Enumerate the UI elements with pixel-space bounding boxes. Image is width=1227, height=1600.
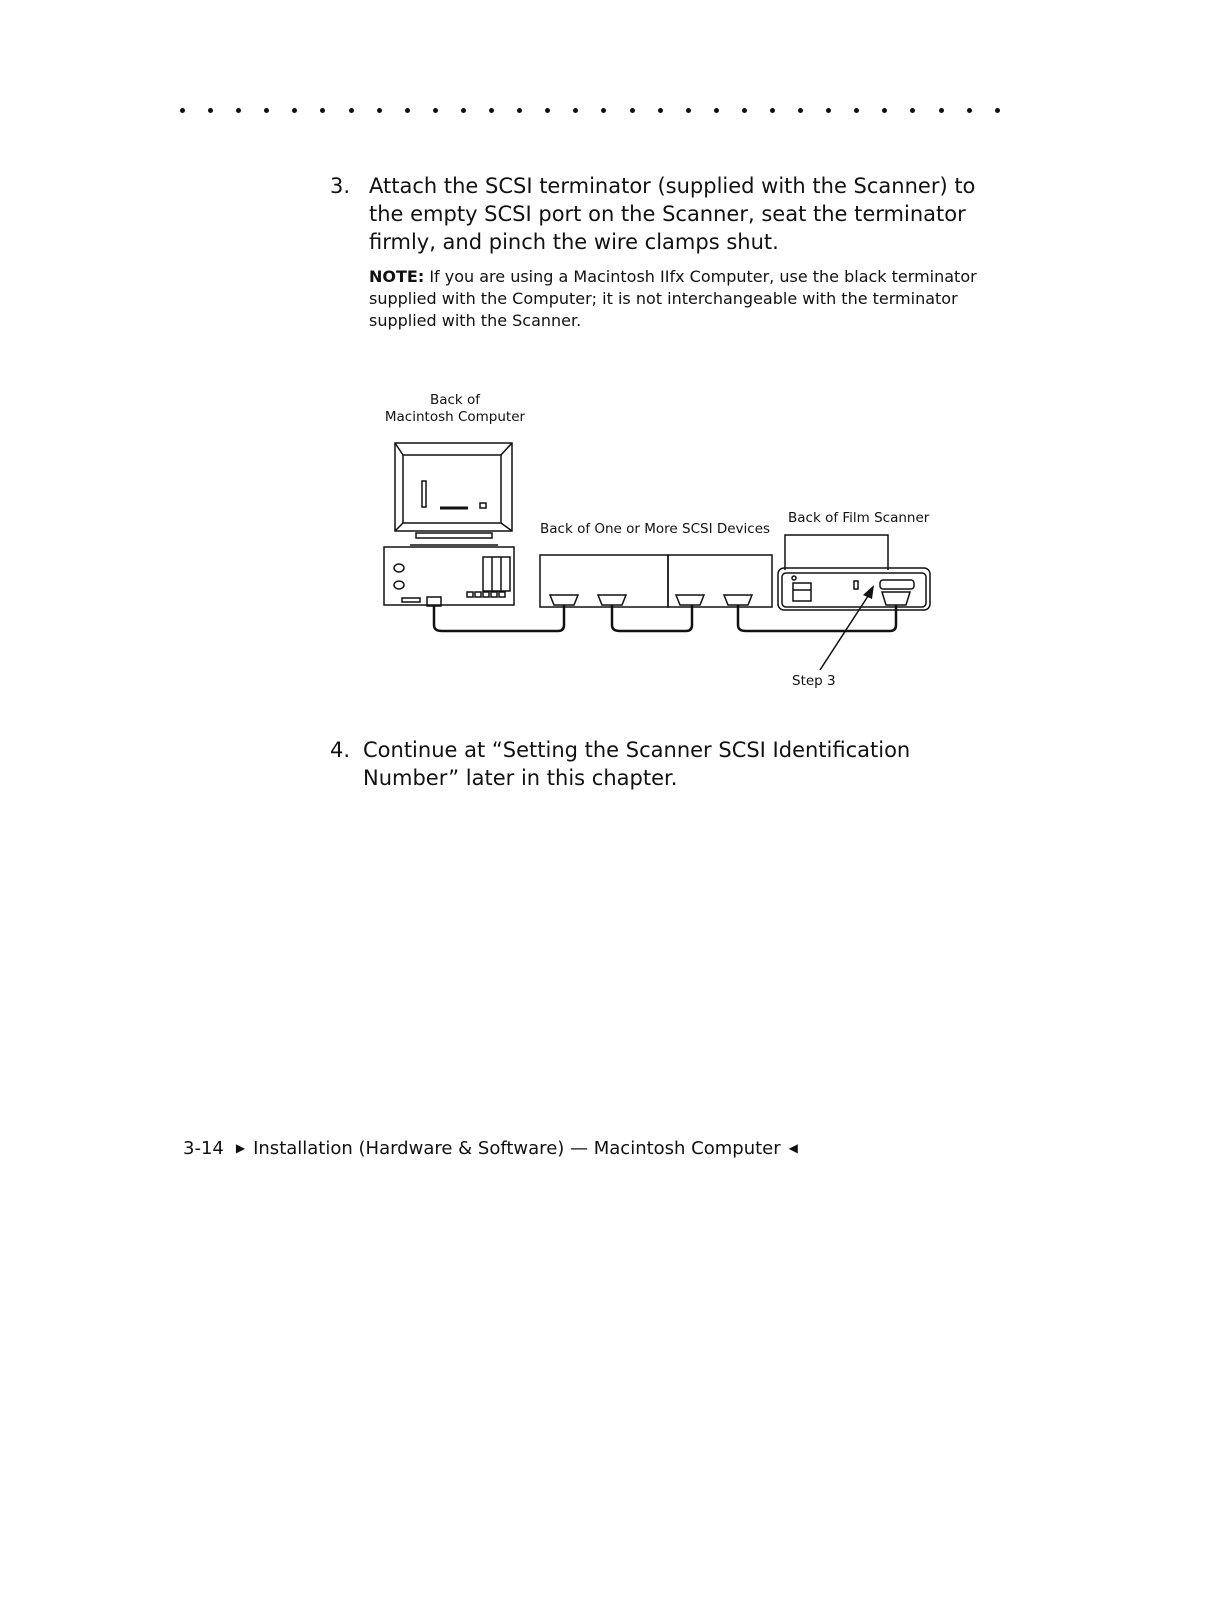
- note-paragraph: [369, 266, 999, 332]
- note-text: If you are using a Macintosh IIfx Computer, use the black terminator supplied with the Computer; it is not interchangeable with the terminator supplied with the Scanner.: [369, 267, 977, 330]
- macintosh-cpu-icon: [384, 547, 514, 606]
- step-3-number: 3.: [330, 174, 351, 198]
- diagram-drawing: [370, 385, 970, 705]
- step-4-text: Continue at “Setting the Scanner SCSI Identification Number” later in this chapter.: [363, 738, 911, 790]
- rule-dot: [939, 108, 944, 113]
- page-number: 3-14: [183, 1138, 224, 1159]
- rule-dot: [405, 108, 410, 113]
- rule-dot: [377, 108, 382, 113]
- chapter-title: Installation (Hardware & Software) — Macintosh Computer: [253, 1138, 781, 1159]
- scsi-device-2-icon: [668, 555, 772, 607]
- rule-dot: [236, 108, 241, 113]
- decorative-dot-rule: [180, 100, 1000, 120]
- arrow-icon: [863, 585, 874, 599]
- page-footer: [183, 1136, 798, 1161]
- mac-label-line2: Macintosh Computer: [384, 409, 526, 425]
- rule-dot: [686, 108, 691, 113]
- film-scanner-icon: [778, 535, 930, 610]
- rule-dot: [967, 108, 972, 113]
- rule-dot: [320, 108, 325, 113]
- devices-label: Back of One or More SCSI Devices: [540, 521, 771, 537]
- rule-dot: [630, 108, 635, 113]
- rule-dot: [770, 108, 775, 113]
- rule-dot: [208, 108, 213, 113]
- rule-dot: [292, 108, 297, 113]
- scanner-label: Back of Film Scanner: [788, 510, 930, 526]
- step-3-text: Attach the SCSI terminator (supplied with the Scanner) to the empty SCSI port on the Scanner, seat the terminator firmly, and pinch the wire clamps shut.: [369, 174, 976, 254]
- rule-dot: [517, 108, 522, 113]
- left-triangle-icon: ◀: [788, 1141, 798, 1155]
- rule-dot: [854, 108, 859, 113]
- rule-dot: [714, 108, 719, 113]
- rule-dot: [461, 108, 466, 113]
- rule-dot: [180, 108, 185, 113]
- rule-dot: [826, 108, 831, 113]
- rule-dot: [433, 108, 438, 113]
- step-4-number: 4.: [330, 738, 351, 762]
- macintosh-monitor-icon: [395, 443, 512, 545]
- rule-dot: [545, 108, 550, 113]
- right-triangle-icon: ▶: [235, 1141, 246, 1155]
- rule-dot: [910, 108, 915, 113]
- rule-dot: [349, 108, 354, 113]
- rule-dot: [798, 108, 803, 113]
- note-label: NOTE:: [369, 267, 425, 286]
- scsi-cables: [434, 605, 896, 631]
- scsi-device-1-icon: [540, 555, 668, 607]
- rule-dot: [658, 108, 663, 113]
- step-3-callout-label: Step 3: [792, 673, 836, 689]
- mac-label-line1: Back of: [429, 392, 481, 408]
- rule-dot: [573, 108, 578, 113]
- rule-dot: [489, 108, 494, 113]
- rule-dot: [601, 108, 606, 113]
- rule-dot: [882, 108, 887, 113]
- scsi-chain-diagram: [370, 385, 970, 705]
- rule-dot: [995, 108, 1000, 113]
- rule-dot: [264, 108, 269, 113]
- rule-dot: [742, 108, 747, 113]
